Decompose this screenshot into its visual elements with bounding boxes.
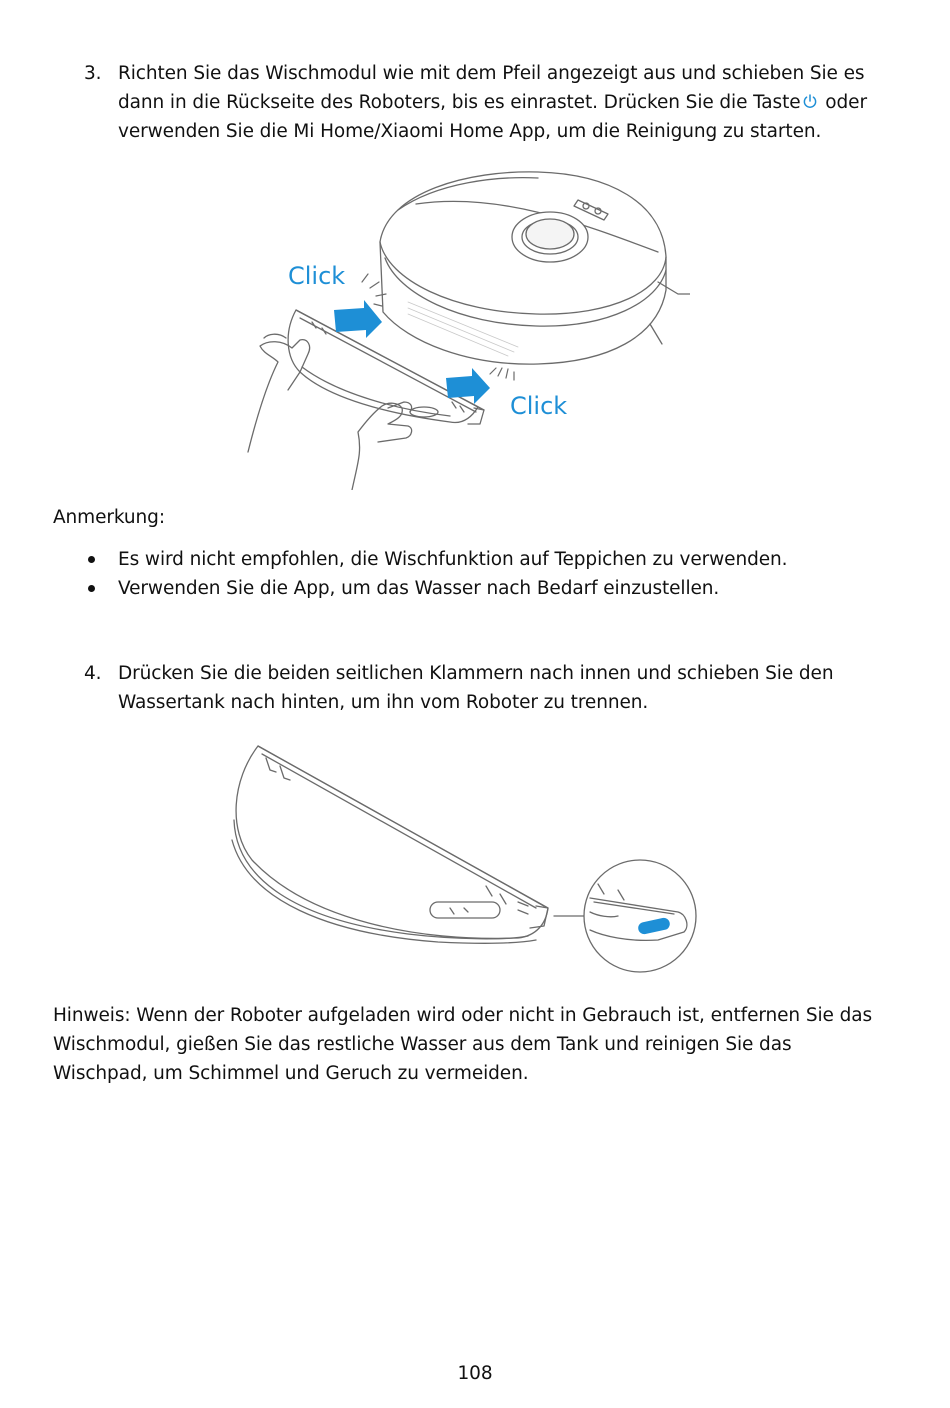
- power-icon: [802, 93, 818, 109]
- arrow-upper: [334, 300, 382, 338]
- step-3-text-part1: Richten Sie das Wischmodul wie mit dem Pfeil angezeigt aus und schieben Sie es dann in die Rückseite des Roboters, bis es einrastet. Drücken Sie die Taste: [118, 63, 865, 113]
- note-item-text: Es wird nicht empfohlen, die Wischfunktion auf Teppichen zu verwenden.: [118, 549, 788, 570]
- figure-remove-water-tank: [218, 730, 708, 982]
- step-number: 3.: [84, 63, 102, 84]
- step-3-text: [118, 59, 878, 146]
- note-item: [84, 545, 787, 574]
- figure-attach-mop-module: [238, 162, 690, 490]
- note-item-text: Verwenden Sie die App, um das Wasser nach Bedarf einzustellen.: [118, 578, 720, 599]
- step-3-text-part2: oder verwenden Sie die Mi Home/Xiaomi Home App, um die Reinigung zu starten.: [118, 92, 867, 142]
- hint-paragraph: Hinweis: Wenn der Roboter aufgeladen wird oder nicht in Gebrauch ist, entfernen Sie das Wischmodul, gießen Sie das restliche Wasser aus dem Tank und reinigen Sie das Wischpad, um Schimmel und Geruch zu vermeiden.: [53, 1005, 873, 1084]
- note-list: [84, 545, 787, 603]
- step-number: 4.: [84, 663, 102, 684]
- water-tank-illustration: [232, 746, 548, 943]
- note-item: [84, 574, 787, 603]
- click-label-bottom: Click: [510, 392, 568, 420]
- page-number: 108: [457, 1363, 493, 1384]
- step-4-text: Drücken Sie die beiden seitlichen Klammern nach innen und schieben Sie den Wassertank nach hinten, um ihn vom Roboter zu trennen.: [118, 663, 834, 713]
- clip-detail-callout: [584, 860, 696, 972]
- robot-vacuum-illustration: [380, 172, 690, 364]
- note-title: Anmerkung:: [53, 507, 165, 528]
- bullet-icon: [88, 585, 95, 592]
- click-label-top: Click: [288, 262, 346, 290]
- bullet-icon: [88, 556, 95, 563]
